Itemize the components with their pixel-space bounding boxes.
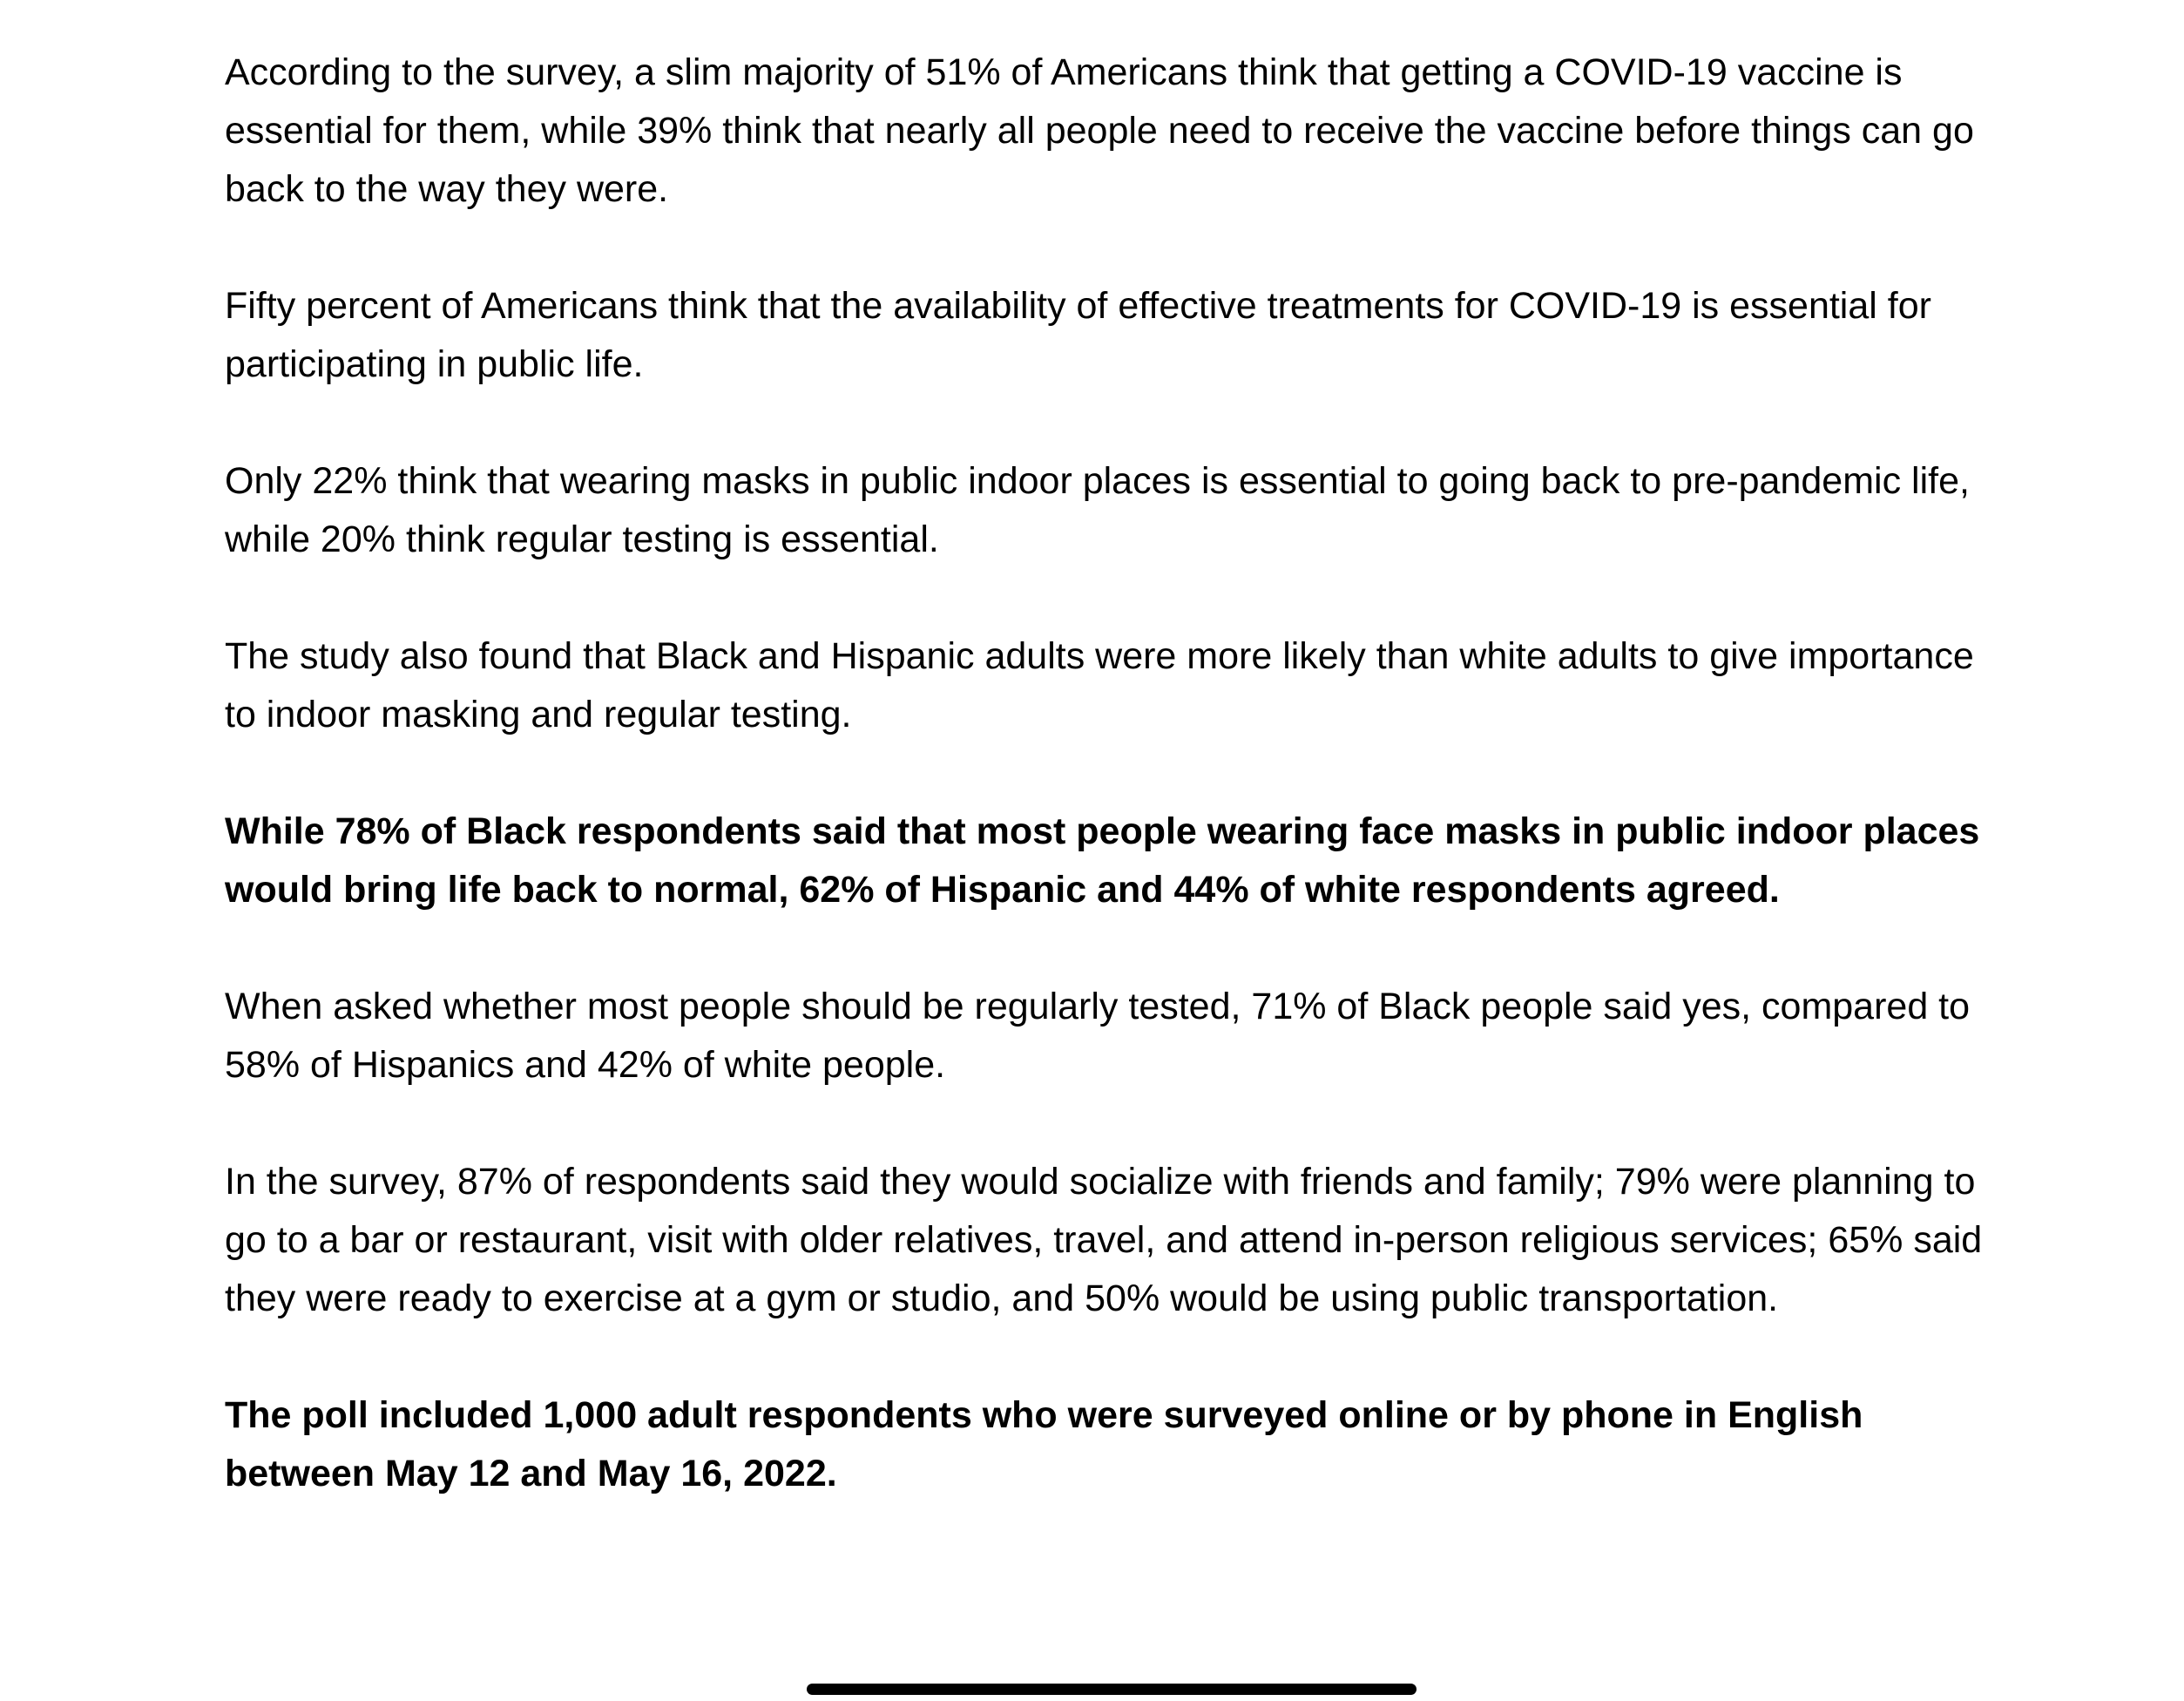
paragraph-black-hispanic-adults: The study also found that Black and Hispanic adults were more likely than white adults to give importance to indoor masking and regular testing. [225,635,1974,735]
home-indicator[interactable] [807,1684,1417,1695]
document-body [225,44,2011,1562]
paragraph-mask-wearing-by-group: While 78% of Black respondents said that most people wearing face masks in public indoor places would bring life back to normal, 62% of Hispanic and 44% of white respondents agreed. [225,810,1980,911]
paragraph-vaccine-essential: According to the survey, a slim majority of 51% of Americans think that getting a COVID-19 vaccine is essential for them, while 39% think that nearly all people need to receive the vaccine before things can go back to the way they were. [225,51,1974,210]
paragraph-regular-testing-by-group: When asked whether most people should be regularly tested, 71% of Black people said yes, compared to 58% of Hispanics and 42% of white people. [225,986,1971,1086]
paragraph-masks-testing: Only 22% think that wearing masks in public indoor places is essential to going back to pre-pandemic life, while 20% think regular testing is essential. [225,460,1970,560]
paragraph-poll-methodology: The poll included 1,000 adult respondents who were surveyed online or by phone in English between May 12 and May 16, 2022. [225,1394,1863,1494]
paragraph-treatments-essential: Fifty percent of Americans think that the availability of effective treatments for COVID-19 is essential for participating in public life. [225,285,1931,385]
paragraph-planned-activities: In the survey, 87% of respondents said they would socialize with friends and family; 79% were planning to go to a bar or restaurant, visit with older relatives, travel, and attend in-person religious services; 65% said they were ready to exercise at a gym or studio, and 50% would be using public transportation. [225,1161,1983,1319]
